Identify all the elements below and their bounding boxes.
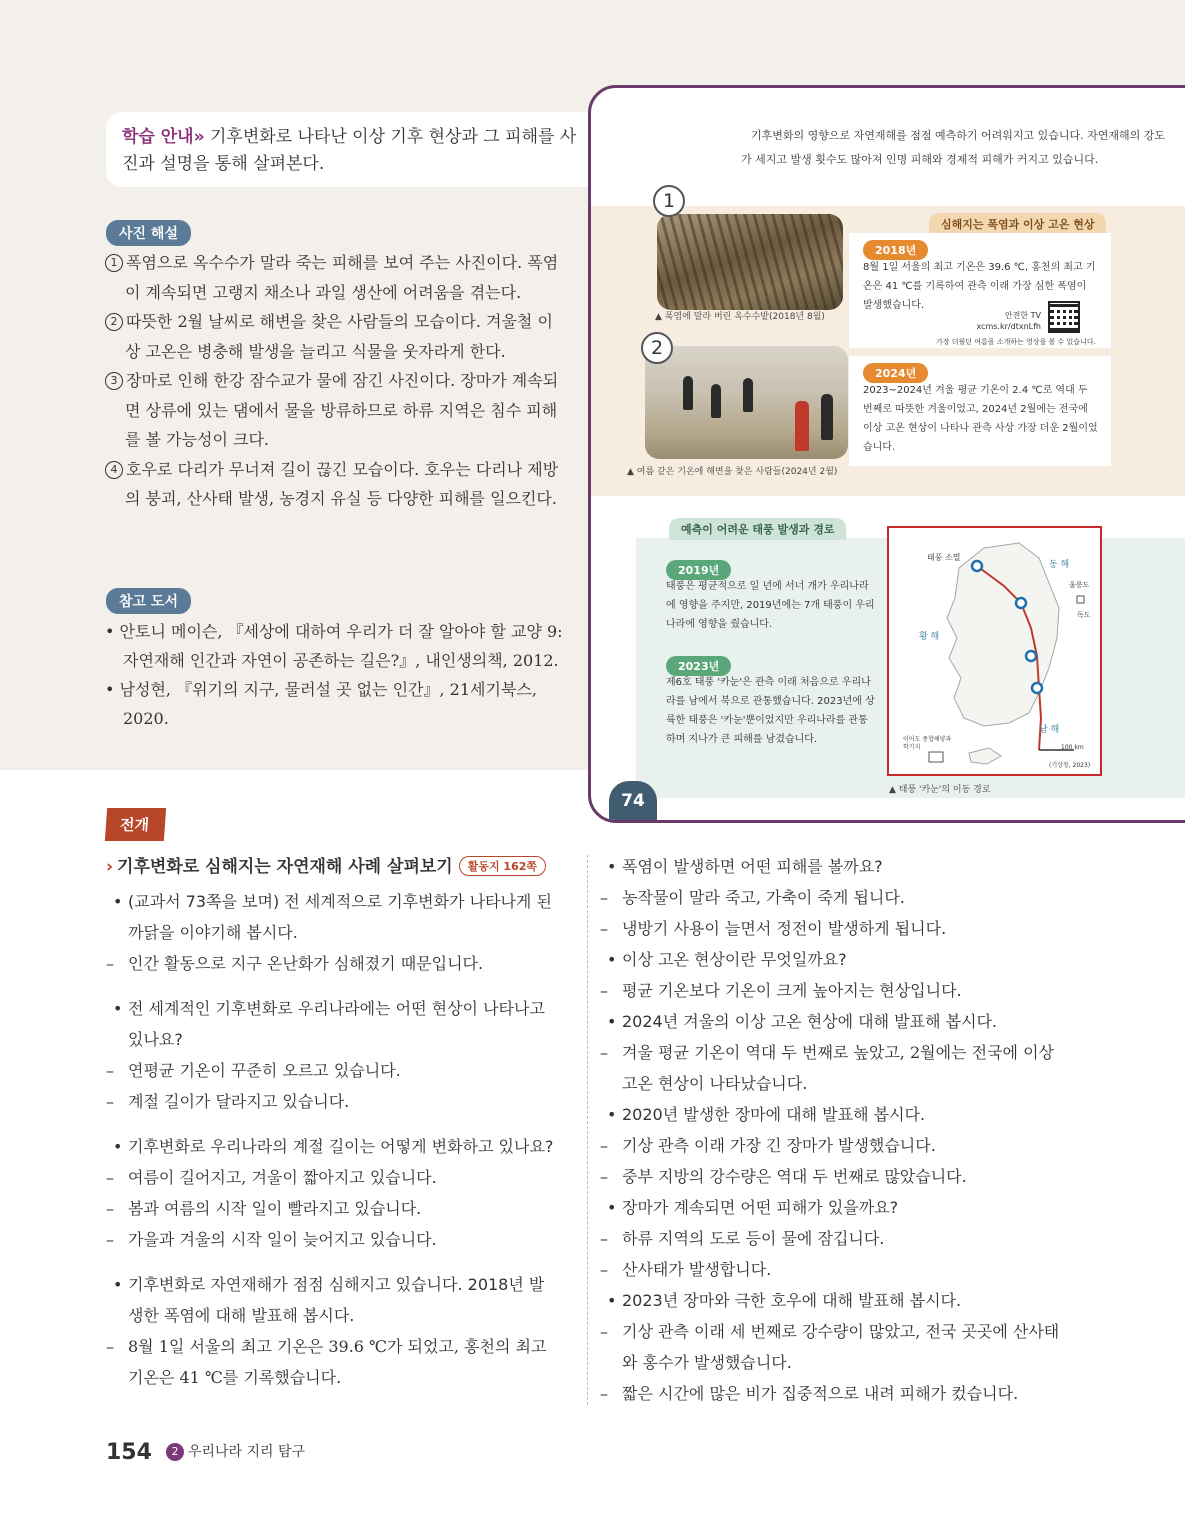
column-divider [587,855,588,1405]
spacer [106,1117,556,1131]
question-item: • 폭염이 발생하면 어떤 피해를 볼까요? [600,851,1070,882]
typhoon-2019-text: 태풍은 평균적으로 일 년에 서너 개가 우리나라에 영향을 주지만, 2019년에는 7개 태풍이 우리나라에 영향을 줬습니다. [666,581,875,630]
dried-cornfield-photo [657,214,843,310]
typhoon-section-title: 예측이 어려운 태풍 발생과 경로 [669,518,846,540]
question-item: • (교과서 73쪽을 보며) 전 세계적으로 기후변화가 나타나게 된 까닭을 이야기해 봅시다. [106,886,556,948]
section-tag: 전개 [105,808,166,841]
section-heading-text: 기후변화로 심해지는 자연재해 사례 살펴보기 [117,857,453,877]
textbook-page-number: 74 [609,781,657,823]
answer-item: – 계절 길이가 달라지고 있습니다. [106,1086,556,1117]
qr-caption: 가장 더웠던 여름을 소개하는 영상을 볼 수 있습니다. [936,338,1096,346]
item-text: 따뜻한 2월 날씨로 해변을 찾은 사람들의 모습이다. 겨울철 이상 고온은 병충해 발생을 늘리고 식물을 웃자라게 한다. [125,312,553,361]
photo1-caption: ▲ 폭염에 말라 버린 옥수수밭(2018년 8월) [655,312,825,322]
photo-explanation-list [105,248,560,514]
person-figure [743,378,753,412]
qr-code-icon [1048,301,1080,333]
textbook-page-card [588,85,1185,823]
answer-item: – 냉방기 사용이 늘면서 정전이 발생하게 됩니다. [600,913,1070,944]
answer-item: – 하류 지역의 도로 등이 물에 잠깁니다. [600,1223,1070,1254]
answer-item: – 산사태가 발생합니다. [600,1254,1070,1285]
question-item: • 2023년 장마와 극한 호우에 대해 발표해 봅시다. [600,1285,1070,1316]
reference-text: 안토니 메이슨, 『세상에 대하여 우리가 더 잘 알아야 할 교양 9: 자연재해 인간과 자연이 공존하는 길은?』, 내인생의책, 2012. [119,622,563,670]
explanation-item [105,307,560,366]
answer-item: – 여름이 길어지고, 겨울이 짧아지고 있습니다. [106,1162,556,1193]
qr-url-text: xcms.kr/dtxnLfh [976,322,1041,331]
item-text: 장마로 인해 한강 잠수교가 물에 잠긴 사진이다. 장마가 계속되면 상류에 있는 댐에서 물을 방류하므로 하류 지역은 침수 피해를 볼 가능성이 크다. [125,371,559,449]
jeju-island-shape [969,748,1001,764]
item-number: 2 [105,313,123,331]
typhoon-khanun-path-map [887,526,1102,776]
answer-item: – 평균 기온보다 기온이 크게 높아지는 현상입니다. [600,975,1070,1006]
person-figure [711,384,721,418]
typhoon-marker-icon [1016,598,1026,608]
map-source-label: (기상청, 2023) [1049,762,1091,769]
answer-item: – 기상 관측 이래 가장 긴 장마가 발생했습니다. [600,1130,1070,1161]
unit-number-badge: 2 [166,1443,184,1461]
explanation-item [105,248,560,307]
year-badge-2023: 2023년 [666,656,731,676]
question-item: • 장마가 계속되면 어떤 피해가 있을까요? [600,1192,1070,1223]
heat-section-title: 심해지는 폭염과 이상 고온 현상 [929,213,1106,235]
question-item: • 2024년 겨울의 이상 고온 현상에 대해 발표해 봅시다. [600,1006,1070,1037]
item-number: 4 [105,461,123,479]
map-yellow-sea-label: 황 해 [919,632,940,642]
beach-people-photo [645,346,848,459]
photo-number-badge: 2 [641,332,673,364]
year-badge-2024: 2024년 [863,363,928,383]
unit-title: 우리나라 지리 탐구 [187,1444,306,1460]
ulleung-inset [1077,596,1084,603]
map-scale-label: 100 km [1061,744,1084,751]
reference-text: 남성현, 『위기의 지구, 물러설 곳 없는 인간』, 21세기북스, 2020. [119,680,537,728]
textbook-intro-text: 기후변화의 영향으로 자연재해를 점점 예측하기 어려워지고 있습니다. 자연재해의 강도가 세지고 발생 횟수도 많아져 인명 피해와 경제적 피해가 커지고 있습니다. [741,129,1166,166]
typhoon-2023-text: 제6호 태풍 '카눈'은 관측 이래 처음으로 우리나라를 남에서 북으로 관통했습니다. 2023년에 상륙한 태풍은 '카눈'뿐이었지만 우리나라를 관통하며 지나가 큰 피해를 남겼습니다. [666,677,875,745]
references-list [105,617,565,733]
question-item: • 이상 고온 현상이란 무엇일까요? [600,944,1070,975]
reference-item: • 안토니 메이슨, 『세상에 대하여 우리가 더 잘 알아야 할 교양 9: 자연재해 인간과 자연이 공존하는 길은?』, 내인생의책, 2012. [105,622,563,670]
section-heading [106,852,546,877]
year-badge-2019: 2019년 [666,560,731,580]
question-item: • 전 세계적인 기후변화로 우리나라에는 어떤 현상이 나타나고 있나요? [106,993,556,1055]
left-qa-column [106,886,556,1393]
ieodo-inset [929,752,943,762]
item-number: 3 [105,372,123,390]
spacer [106,979,556,993]
person-figure [795,401,809,451]
heat-2018-text: 8월 1일 서울의 최고 기온은 39.6 ℃, 홍천의 최고 기온은 41 ℃를 기록하여 관측 이래 가장 심한 폭염이 발생했습니다. [863,262,1096,311]
reference-item: • 남성현, 『위기의 지구, 물러설 곳 없는 인간』, 21세기북스, 2020. [105,680,537,728]
learning-guide-text: 기후변화로 나타난 이상 기후 현상과 그 피해를 사진과 설명을 통해 살펴본다. [122,127,577,174]
spacer [106,1255,556,1269]
answer-item: – 농작물이 말라 죽고, 가축이 죽게 됩니다. [600,882,1070,913]
references-title: 참고 도서 [106,588,191,614]
photo2-caption: ▲ 여름 같은 기온에 해변을 찾은 사람들(2024년 2월) [627,467,838,477]
heat-2024-text: 2023~2024년 겨울 평균 기온이 2.4 ℃로 역대 두 번째로 따뜻한 겨울이었고, 2024년 2월에는 전국에 이상 고온 현상이 나타나 관측 사상 가장 더운 2월이었습니다. [863,385,1098,453]
answer-item: – 가을과 겨울의 시작 일이 늦어지고 있습니다. [106,1224,556,1255]
map-ieodo-label: 이어도 종합해양과학기지 [903,736,952,751]
qr-label [961,310,1041,332]
qr-label-text: 안전한 TV [1004,311,1041,320]
map-ulleung-label: 울릉도 [1069,581,1090,589]
answer-item: – 겨울 평균 기온이 역대 두 번째로 높았고, 2월에는 전국에 이상 고온 현상이 나타났습니다. [600,1037,1070,1099]
year-badge-2018: 2018년 [863,240,928,260]
typhoon-marker-icon [1032,683,1042,693]
explanation-item [105,455,560,514]
answer-item: – 연평균 기온이 꾸준히 오르고 있습니다. [106,1055,556,1086]
map-dokdo-label: 독도 [1077,611,1091,619]
unit-label [166,1444,305,1460]
chevron-right-icon: › [106,857,114,877]
item-number: 1 [105,254,123,272]
question-item: • 기후변화로 우리나라의 계절 길이는 어떻게 변화하고 있나요? [106,1131,556,1162]
learning-guide-box [106,112,601,187]
question-item: • 2020년 발생한 장마에 대해 발표해 봅시다. [600,1099,1070,1130]
answer-item: – 봄과 여름의 시작 일이 빨라지고 있습니다. [106,1193,556,1224]
right-qa-column [600,851,1070,1409]
map-east-sea-label: 동 해 [1049,560,1070,570]
map-caption: ▲ 태풍 '카눈'의 이동 경로 [889,785,991,795]
typhoon-marker-icon [1026,651,1036,661]
person-figure [683,376,693,410]
page-number: 154 [106,1440,152,1465]
photo-number-badge: 1 [653,185,685,217]
question-item: • 기후변화로 자연재해가 점점 심해지고 있습니다. 2018년 발생한 폭염에 대해 발표해 봅시다. [106,1269,556,1331]
page-footer [106,1440,305,1465]
item-text: 폭염으로 옥수수가 말라 죽는 피해를 보여 주는 사진이다. 폭염이 계속되면 고랭지 채소나 과일 생산에 어려움을 겪는다. [125,253,559,302]
answer-item: – 중부 지방의 강수량은 역대 두 번째로 많았습니다. [600,1161,1070,1192]
map-south-sea-label: 남 해 [1039,725,1060,735]
photo-explanation-title: 사진 해설 [106,220,191,246]
learning-guide-label: 학습 안내» [122,127,205,147]
worksheet-badge: 활동지 162쪽 [459,856,546,876]
person-figure [821,394,833,440]
answer-item: – 기상 관측 이래 세 번째로 강수량이 많았고, 전국 곳곳에 산사태와 홍수가 발생했습니다. [600,1316,1070,1378]
item-text: 호우로 다리가 무너져 길이 끊긴 모습이다. 호우는 다리나 제방의 붕괴, 산사태 발생, 농경지 유실 등 다양한 피해를 일으킨다. [125,459,559,508]
map-start-label: 태풍 소멸 [927,553,961,562]
answer-item: – 인간 활동으로 지구 온난화가 심해졌기 때문입니다. [106,948,556,979]
peninsula-shape [947,543,1059,726]
typhoon-marker-icon [972,561,982,571]
answer-item: – 짧은 시간에 많은 비가 집중적으로 내려 피해가 컸습니다. [600,1378,1070,1409]
answer-item: – 8월 1일 서울의 최고 기온은 39.6 ℃가 되었고, 홍천의 최고 기온은 41 ℃를 기록했습니다. [106,1331,556,1393]
explanation-item [105,366,560,455]
